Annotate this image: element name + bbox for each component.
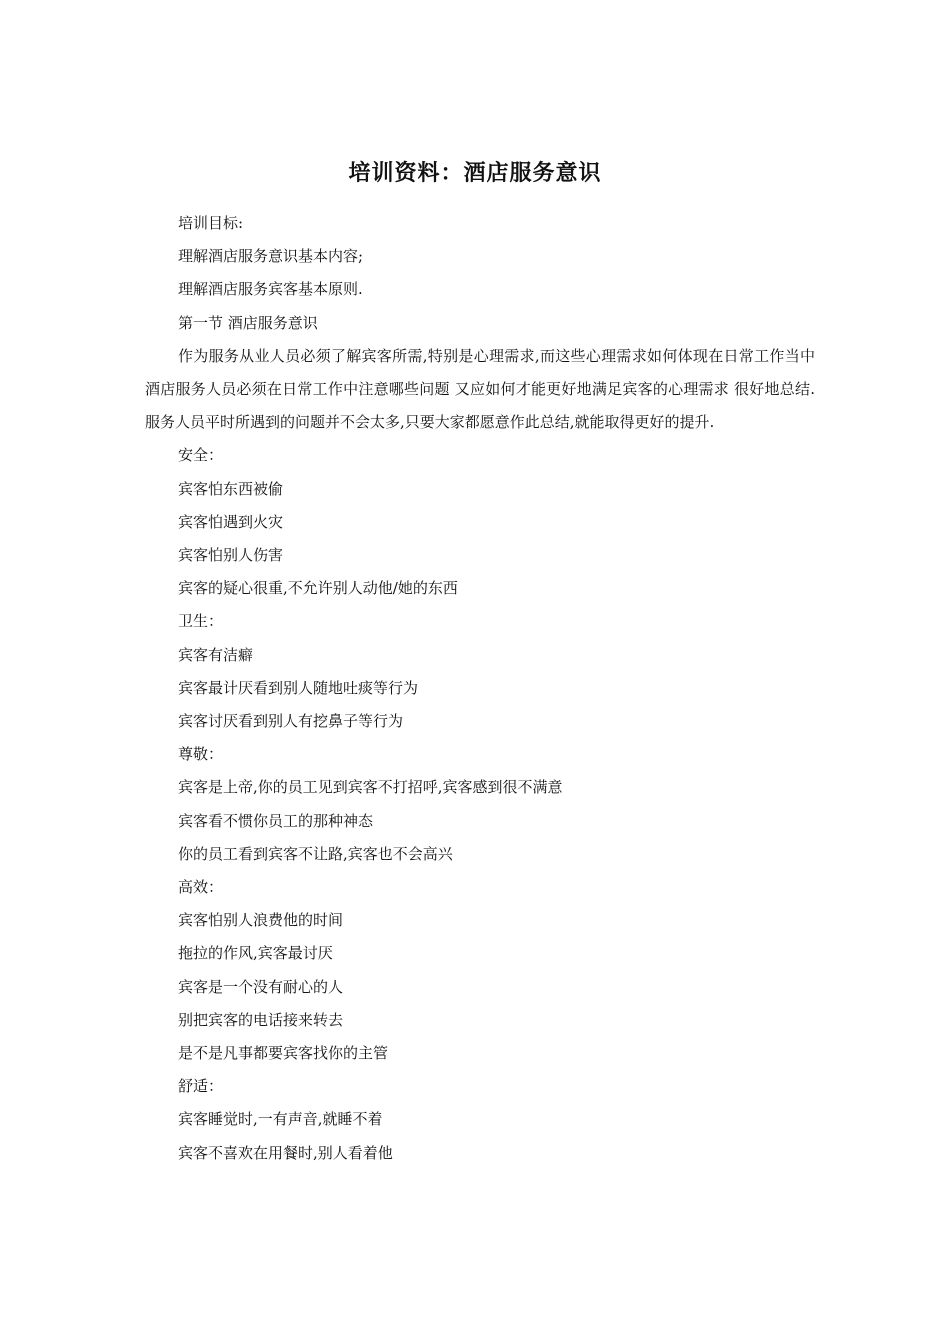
list-item: 拖拉的作风,宾客最讨厌 bbox=[178, 944, 333, 963]
list-item: 是不是凡事都要宾客找你的主管 bbox=[178, 1044, 389, 1063]
list-item: 宾客看不惯你员工的那种神态 bbox=[178, 811, 374, 830]
document-title: 培训资料：酒店服务意识 bbox=[348, 161, 602, 186]
list-item: 宾客的疑心很重,不允许别人动他/她的东西 bbox=[178, 579, 458, 598]
list-item: 宾客怕别人浪费他的时间 bbox=[178, 911, 344, 930]
list-item: 宾客是一个没有耐心的人 bbox=[178, 977, 344, 996]
list-item: 宾客不喜欢在用餐时,别人看着他 bbox=[178, 1143, 393, 1162]
text-line-goal-1: 理解酒店服务意识基本内容; bbox=[178, 247, 364, 266]
list-item: 别把宾客的电话接来转去 bbox=[178, 1010, 344, 1029]
intro-paragraph: 作为服务从业人员必须了解宾客所需,特别是心理需求,而这些心理需求如何体现在日常工作当中 酒店服务人员必须在日常工作中注意哪些问题 又应如何才能更好地满足宾客的心理需求 很好地总结.服务人员平时所遇到的问题并不会太多,只要大家都愿意作此总结,就能取得更好的提升. bbox=[145, 346, 815, 432]
list-item: 宾客有洁癖 bbox=[178, 645, 254, 664]
text-line-goal-heading: 培训目标: bbox=[178, 214, 244, 232]
list-item: 宾客怕别人伤害 bbox=[178, 546, 284, 565]
section-heading: 第一节 酒店服务意识 bbox=[178, 313, 318, 332]
category-heading-hygiene: 卫生： bbox=[178, 612, 224, 631]
list-item: 宾客讨厌看到别人有挖鼻子等行为 bbox=[178, 712, 404, 731]
list-item: 宾客怕遇到火灾 bbox=[178, 512, 284, 531]
category-heading-safety: 安全： bbox=[178, 446, 224, 465]
text-line-goal-2: 理解酒店服务宾客基本原则. bbox=[178, 280, 363, 299]
list-item: 宾客怕东西被偷 bbox=[178, 479, 284, 498]
category-heading-respect: 尊敬： bbox=[178, 745, 224, 764]
list-item: 宾客最计厌看到别人随地吐痰等行为 bbox=[178, 678, 419, 697]
list-item: 宾客睡觉时,一有声音,就睡不着 bbox=[178, 1110, 383, 1129]
category-heading-comfort: 舒适： bbox=[178, 1077, 224, 1096]
list-item: 你的员工看到宾客不让路,宾客也不会高兴 bbox=[178, 844, 453, 863]
list-item: 宾客是上帝,你的员工见到宾客不打招呼,宾客感到很不满意 bbox=[178, 778, 563, 797]
category-heading-efficiency: 高效： bbox=[178, 878, 224, 897]
document-body bbox=[145, 207, 815, 1170]
